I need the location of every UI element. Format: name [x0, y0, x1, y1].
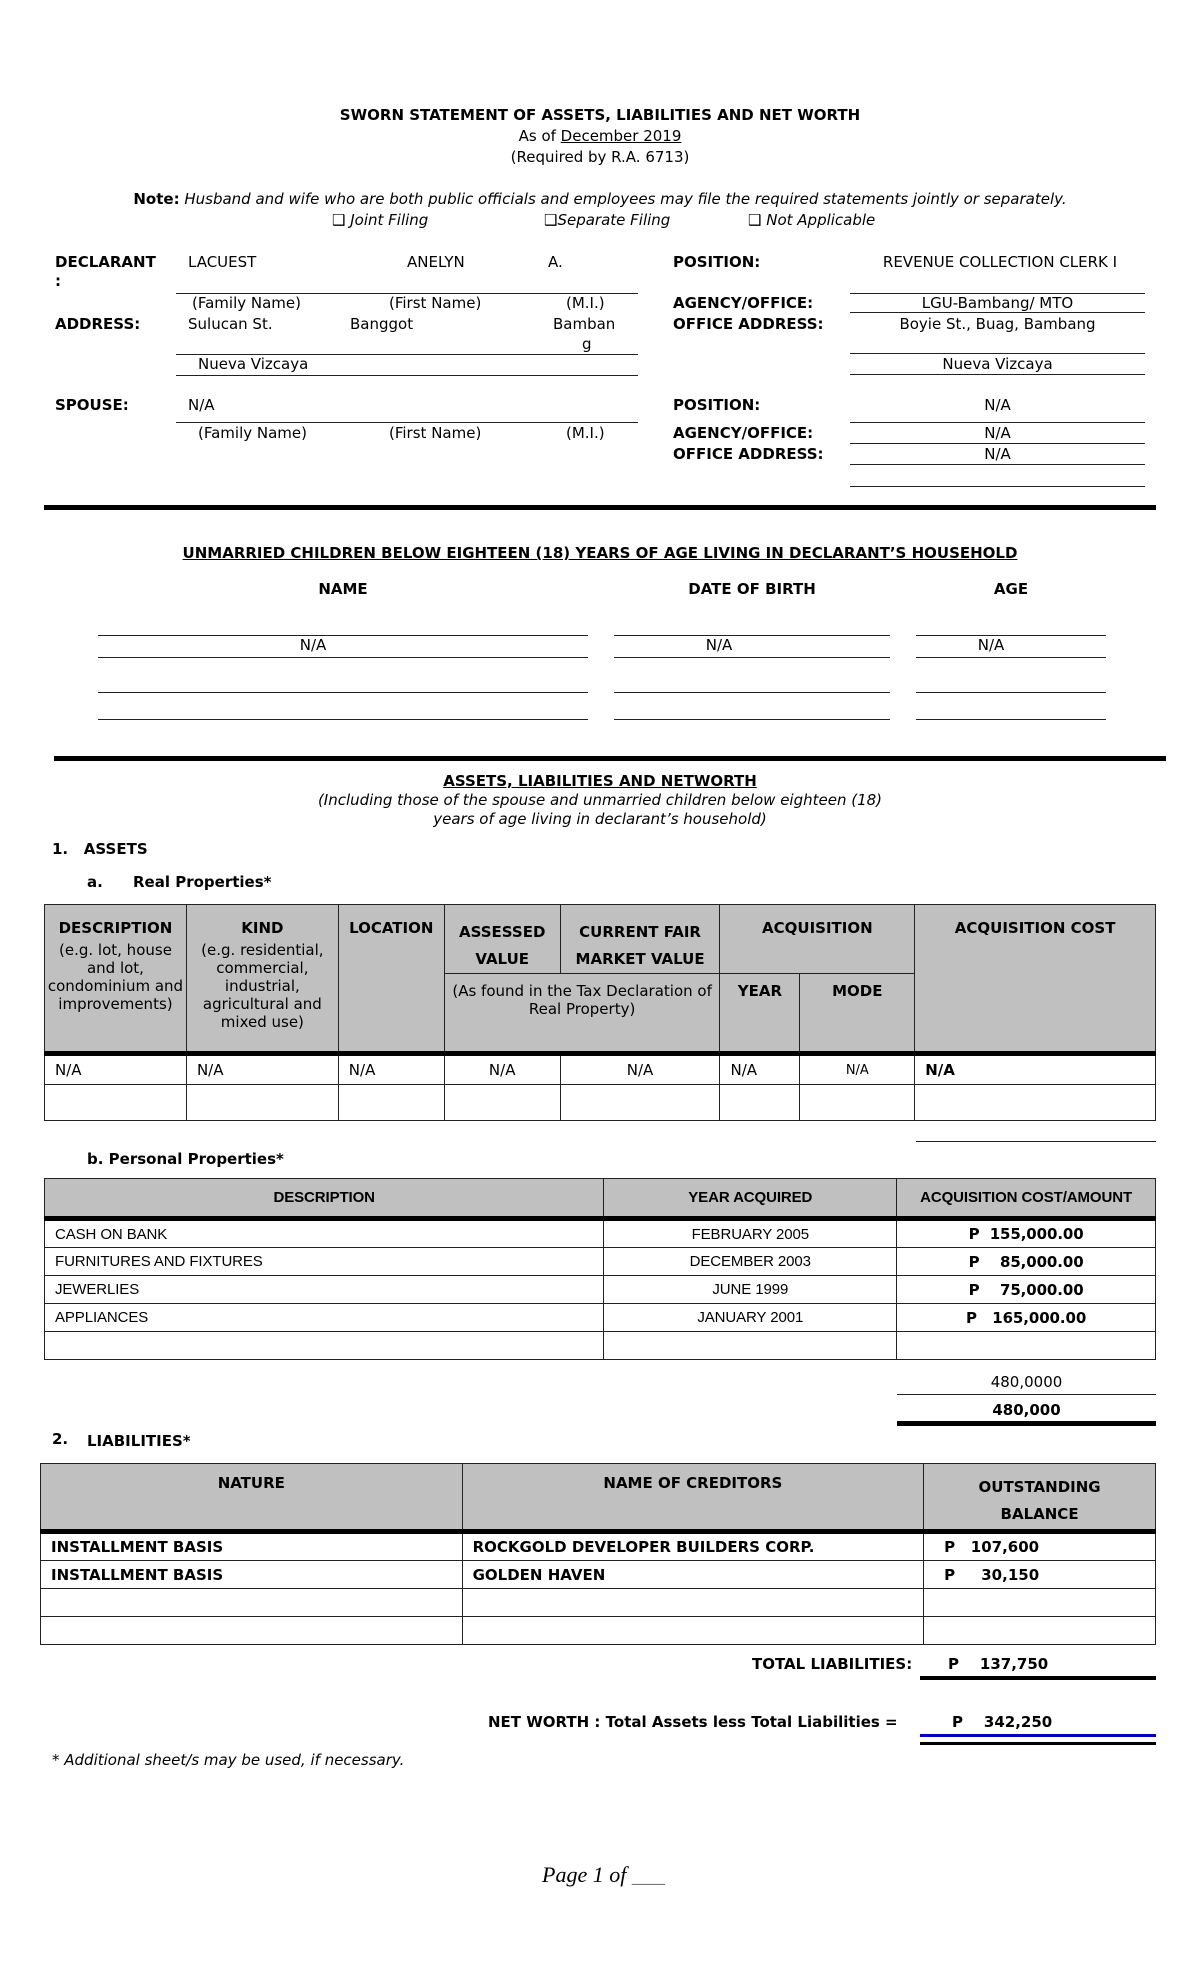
pp-total-underline [897, 1421, 1156, 1426]
liabilities-heading: LIABILITIES* [87, 1432, 191, 1450]
col-nature: NATURE [41, 1464, 463, 1532]
checkbox-icon[interactable]: ❑ [748, 211, 762, 229]
note-text: Husband and wife who are both public officials and employees may file the required statements jointly or separately. [184, 190, 1067, 208]
table-row [45, 1276, 1156, 1304]
col-pp-year: YEAR ACQUIRED [604, 1179, 897, 1219]
cell-kind: N/A [186, 1054, 338, 1085]
spouse-agency-label: AGENCY/OFFICE: [673, 424, 814, 442]
liability-creditor: GOLDEN HAVEN [462, 1561, 924, 1589]
col-acquisition-cost: ACQUISITION COST [915, 905, 1156, 1054]
col-current-fair-value: CURRENT FAIR MARKET VALUE [560, 905, 720, 974]
children-row-line [98, 719, 588, 720]
address-underline-2 [176, 375, 638, 376]
child-dob: N/A [705, 636, 733, 654]
address-street: Sulucan St. [188, 315, 273, 333]
cell-year: N/A [720, 1054, 800, 1085]
pp-cost: P 75,000.00 [897, 1276, 1156, 1304]
office-address-line1: Boyie St., Buag, Bambang [899, 315, 1096, 333]
checkbox-icon[interactable]: ❑ [332, 211, 346, 229]
address-province: Nueva Vizcaya [198, 355, 309, 373]
note-label: Note: [133, 190, 180, 208]
child-name: N/A [299, 636, 327, 654]
spouse-position-label: POSITION: [673, 396, 761, 414]
table-row [45, 1332, 1156, 1360]
table-row [45, 1304, 1156, 1332]
col-balance [924, 1464, 1156, 1532]
kind-header: KIND [241, 919, 284, 937]
table-row [45, 1248, 1156, 1276]
col-pp-cost: ACQUISITION COST/AMOUNT [897, 1179, 1156, 1219]
net-worth-value: P 342,250 [952, 1713, 1053, 1731]
agency-underline [850, 312, 1145, 313]
pp-cost: P 85,000.00 [897, 1248, 1156, 1276]
table-row [41, 1532, 1156, 1561]
page-total-blank: ___ [631, 1862, 665, 1887]
liability-nature: INSTALLMENT BASIS [41, 1532, 463, 1561]
children-row-line [916, 692, 1106, 693]
children-row-line [98, 692, 588, 693]
kind-note: (e.g. residential, commercial, industrial, agricultural and mixed use) [201, 941, 324, 1031]
pp-subtotal: 480,0000 [990, 1373, 1063, 1391]
children-row-line [916, 719, 1106, 720]
children-title: UNMARRIED CHILDREN BELOW EIGHTEEN (18) YEARS OF AGE LIVING IN DECLARANT’S HOUSEHOLD [182, 544, 1018, 562]
spouse-name: N/A [188, 396, 215, 414]
col-assessed-value: ASSESSED VALUE [444, 905, 560, 974]
section-divider [44, 505, 1156, 510]
liability-balance: P 30,150 [924, 1561, 1156, 1589]
address-town: Bamban [553, 315, 616, 333]
pp-description: CASH ON BANK [45, 1219, 604, 1248]
pp-year: FEBRUARY 2005 [604, 1219, 897, 1248]
children-col-dob: DATE OF BIRTH [688, 580, 816, 598]
spouse-agency-underline [850, 443, 1145, 444]
children-col-name: NAME [318, 580, 368, 598]
position-label: POSITION: [673, 253, 761, 271]
declarant-family-name: LACUEST [188, 253, 257, 271]
spouse-name-underline [176, 422, 638, 423]
liabilities-table [40, 1463, 1156, 1645]
col-description [45, 905, 187, 1054]
col-year: YEAR [720, 974, 800, 1054]
personal-properties-table [44, 1178, 1156, 1360]
declarant-label: DECLARANT [55, 253, 156, 271]
pp-year: JUNE 1999 [604, 1276, 897, 1304]
office-address-label: OFFICE ADDRESS: [673, 315, 824, 333]
col-pp-description: DESCRIPTION [45, 1179, 604, 1219]
col-location: LOCATION [338, 905, 444, 1054]
table-row [41, 1561, 1156, 1589]
checkbox-icon[interactable]: ❑ [544, 211, 558, 229]
net-worth-underline-blue [920, 1734, 1156, 1737]
office-address-underline-1 [850, 353, 1145, 354]
declarant-first-name: ANELYN [407, 253, 465, 271]
tax-declaration-note: (As found in the Tax Declaration of Real Property) [444, 974, 720, 1054]
children-row-line [98, 657, 588, 658]
real-total-underline [916, 1141, 1156, 1142]
cell-cost: N/A [915, 1054, 1156, 1085]
pp-total: 480,000 [992, 1401, 1061, 1419]
col-creditors: NAME OF CREDITORS [462, 1464, 924, 1532]
pp-year: JANUARY 2001 [604, 1304, 897, 1332]
table-row [41, 1617, 1156, 1645]
pp-description: APPLIANCES [45, 1304, 604, 1332]
required-by: (Required by R.A. 6713) [510, 148, 690, 166]
balance-header-1: OUTSTANDING [978, 1478, 1101, 1496]
joint-filing-label: Joint Filing [350, 211, 429, 229]
spouse-position-underline [850, 422, 1145, 423]
children-row-line [916, 657, 1106, 658]
cell-fair: N/A [560, 1054, 720, 1085]
net-worth-underline-black [920, 1742, 1156, 1745]
table-row [45, 1085, 1156, 1121]
real-properties-letter: a. [87, 873, 103, 891]
total-liabilities-label: TOTAL LIABILITIES: [752, 1655, 913, 1673]
family-name-caption: (Family Name) [192, 294, 301, 312]
description-note: (e.g. lot, house and lot, condominium and improvements) [47, 941, 184, 1013]
col-mode: MODE [800, 974, 915, 1054]
as-of-prefix: As of [518, 127, 561, 145]
agency-value: LGU-Bambang/ MTO [921, 294, 1074, 312]
address-barangay: Banggot [350, 315, 414, 333]
table-row [45, 1219, 1156, 1248]
not-applicable-option[interactable] [748, 211, 875, 229]
alnw-subtitle-2: years of age living in declarant’s household) [433, 810, 767, 828]
cell-location: N/A [338, 1054, 444, 1085]
document-title: SWORN STATEMENT OF ASSETS, LIABILITIES AND NET WORTH [339, 106, 861, 124]
section-divider [54, 756, 1166, 761]
table-row [41, 1589, 1156, 1617]
separate-filing-option[interactable] [544, 211, 670, 229]
note-line [0, 190, 1200, 208]
net-worth-label: NET WORTH : Total Assets less Total Liabilities = [488, 1713, 898, 1731]
mi-caption: (M.I.) [566, 294, 605, 312]
col-acquisition: ACQUISITION [720, 905, 915, 974]
spouse-family-name-caption: (Family Name) [198, 424, 307, 442]
declarant-mi: A. [548, 253, 563, 271]
footnote: * Additional sheet/s may be used, if necessary. [52, 1751, 405, 1769]
personal-properties-heading: b. Personal Properties* [87, 1150, 284, 1168]
page-number [542, 1862, 665, 1888]
address-label: ADDRESS: [55, 315, 141, 333]
spouse-office-underline-2 [850, 486, 1145, 487]
children-row-line [614, 692, 890, 693]
position-value: REVENUE COLLECTION CLERK I [882, 253, 1118, 271]
spouse-office-address-value: N/A [984, 445, 1011, 463]
declarant-label-colon: : [55, 272, 61, 290]
balance-header-2: BALANCE [1000, 1505, 1079, 1523]
children-col-age: AGE [993, 580, 1029, 598]
address-town-wrap: g [582, 335, 592, 353]
spouse-mi-caption: (M.I.) [566, 424, 605, 442]
first-name-caption: (First Name) [389, 294, 482, 312]
real-properties-table [44, 904, 1156, 1121]
alnw-title: ASSETS, LIABILITIES AND NETWORTH [443, 772, 757, 790]
assets-heading: 1. ASSETS [52, 840, 148, 858]
spouse-office-underline-1 [850, 464, 1145, 465]
liability-creditor: ROCKGOLD DEVELOPER BUILDERS CORP. [462, 1532, 924, 1561]
description-header: DESCRIPTION [58, 919, 173, 937]
col-kind [186, 905, 338, 1054]
liabilities-heading-num: 2. [52, 1430, 69, 1448]
total-liabilities-value: P 137,750 [948, 1655, 1049, 1673]
liability-nature: INSTALLMENT BASIS [41, 1561, 463, 1589]
office-address-line2: Nueva Vizcaya [942, 355, 1053, 373]
cell-assessed: N/A [444, 1054, 560, 1085]
spouse-office-address-label: OFFICE ADDRESS: [673, 445, 824, 463]
pp-description: FURNITURES AND FIXTURES [45, 1248, 604, 1276]
office-address-underline-2 [850, 374, 1145, 375]
not-applicable-label: Not Applicable [766, 211, 876, 229]
table-row [45, 1054, 1156, 1085]
as-of-date: December 2019 [560, 127, 682, 145]
pp-cost: P 165,000.00 [897, 1304, 1156, 1332]
as-of-line [0, 127, 1200, 145]
spouse-position-value: N/A [984, 396, 1011, 414]
alnw-subtitle-1: (Including those of the spouse and unmarried children below eighteen (18) [317, 791, 883, 809]
pp-year: DECEMBER 2003 [604, 1248, 897, 1276]
page-label: Page 1 of [542, 1862, 632, 1887]
real-properties-heading: Real Properties* [133, 873, 272, 891]
spouse-agency-value: N/A [984, 424, 1011, 442]
separate-filing-label: Separate Filing [557, 211, 671, 229]
cell-description: N/A [45, 1054, 187, 1085]
agency-label: AGENCY/OFFICE: [673, 294, 814, 312]
joint-filing-option[interactable] [332, 211, 428, 229]
pp-subtotal-underline [897, 1394, 1156, 1395]
spouse-label: SPOUSE: [55, 396, 129, 414]
liability-balance: P 107,600 [924, 1532, 1156, 1561]
spouse-first-name-caption: (First Name) [389, 424, 482, 442]
total-liabilities-underline [920, 1676, 1156, 1680]
children-row-line [614, 657, 890, 658]
pp-cost: P 155,000.00 [897, 1219, 1156, 1248]
pp-description: JEWERLIES [45, 1276, 604, 1304]
child-age: N/A [977, 636, 1005, 654]
children-row-line [614, 719, 890, 720]
cell-mode: N/A [800, 1054, 915, 1085]
